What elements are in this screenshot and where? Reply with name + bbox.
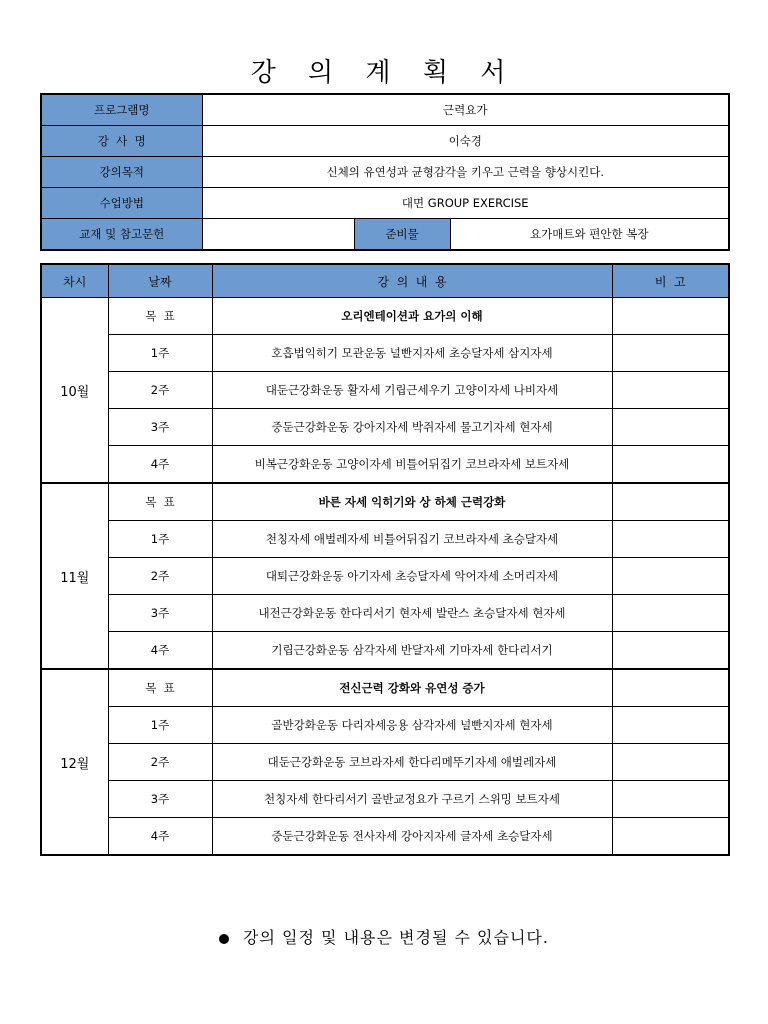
note-cell [612, 781, 729, 818]
note-cell [612, 409, 729, 446]
bullet-icon [219, 934, 229, 944]
instructor-label: 강 사 명 [41, 126, 202, 157]
month-label: 11월 [41, 483, 108, 669]
prep-label: 준비물 [354, 219, 450, 251]
purpose-value: 신체의 유연성과 균형감각을 키우고 근력을 향상시킨다. [202, 157, 729, 188]
note-cell [612, 335, 729, 372]
method-value: 대면 GROUP EXERCISE [202, 188, 729, 219]
week-label: 3주 [108, 781, 212, 818]
week-label: 4주 [108, 818, 212, 856]
note-cell [612, 558, 729, 595]
note-cell [612, 669, 729, 707]
week-label: 3주 [108, 409, 212, 446]
week-content: 기립근강화운동 삼각자세 반달자세 기마자세 한다리서기 [212, 632, 612, 670]
schedule-table [40, 263, 730, 856]
note-cell [612, 595, 729, 632]
week-content: 대퇴근강화운동 아기자세 초승달자세 악어자세 소머리자세 [212, 558, 612, 595]
week-label: 2주 [108, 744, 212, 781]
note-cell [612, 744, 729, 781]
footer-note-text: 강의 일정 및 내용은 변경될 수 있습니다. [243, 928, 549, 947]
prep-value: 요가매트와 편안한 복장 [450, 219, 729, 251]
goal-text: 바른 자세 익히기와 상 하체 근력강화 [212, 483, 612, 521]
goal-label: 목 표 [108, 483, 212, 521]
date-header: 날짜 [108, 264, 212, 298]
note-cell [612, 446, 729, 484]
purpose-label: 강의목적 [41, 157, 202, 188]
textbook-label: 교재 및 참고문헌 [41, 219, 202, 251]
week-content: 호흡법익히기 모관운동 널빤지자세 초승달자세 삼지자세 [212, 335, 612, 372]
note-header: 비 고 [612, 264, 729, 298]
instructor-value: 이숙경 [202, 126, 729, 157]
goal-label: 목 표 [108, 669, 212, 707]
week-content: 대둔근강화운동 코브라자세 한다리메뚜기자세 애벌레자세 [212, 744, 612, 781]
week-label: 4주 [108, 632, 212, 670]
week-content: 대둔근강화운동 활자세 기립근세우기 고양이자세 나비자세 [212, 372, 612, 409]
note-cell [612, 298, 729, 335]
week-content: 중둔근강화운동 전사자세 강아지자세 글자세 초승달자세 [212, 818, 612, 856]
week-label: 1주 [108, 707, 212, 744]
textbook-value [202, 219, 354, 251]
program-label: 프로그램명 [41, 94, 202, 126]
week-content: 내전근강화운동 한다리서기 현자세 발란스 초승달자세 현자세 [212, 595, 612, 632]
course-info-table [40, 93, 730, 251]
program-value: 근력요가 [202, 94, 729, 126]
note-cell [612, 707, 729, 744]
month-label: 10월 [41, 298, 108, 484]
method-label: 수업방법 [41, 188, 202, 219]
week-content: 중둔근강화운동 강아지자세 박쥐자세 물고기자세 현자세 [212, 409, 612, 446]
session-header: 차시 [41, 264, 108, 298]
page-title: 강 의 계 획 서 [250, 58, 518, 88]
week-content: 천칭자세 한다리서기 골반교정요가 구르기 스위밍 보트자세 [212, 781, 612, 818]
note-cell [612, 483, 729, 521]
week-label: 2주 [108, 558, 212, 595]
content-header: 강 의 내 용 [212, 264, 612, 298]
footer-note [0, 925, 768, 948]
note-cell [612, 372, 729, 409]
goal-label: 목 표 [108, 298, 212, 335]
note-cell [612, 632, 729, 670]
week-label: 2주 [108, 372, 212, 409]
week-content: 비복근강화운동 고양이자세 비틀어뒤집기 코브라자세 보트자세 [212, 446, 612, 484]
week-label: 4주 [108, 446, 212, 484]
week-content: 골반강화운동 다리자세응용 삼각자세 널빤지자세 현자세 [212, 707, 612, 744]
note-cell [612, 818, 729, 856]
week-label: 1주 [108, 521, 212, 558]
goal-text: 오리엔테이션과 요가의 이해 [212, 298, 612, 335]
note-cell [612, 521, 729, 558]
week-content: 천칭자세 애벌레자세 비틀어뒤집기 코브라자세 초승달자세 [212, 521, 612, 558]
month-label: 12월 [41, 669, 108, 855]
week-label: 3주 [108, 595, 212, 632]
goal-text: 전신근력 강화와 유연성 증가 [212, 669, 612, 707]
week-label: 1주 [108, 335, 212, 372]
